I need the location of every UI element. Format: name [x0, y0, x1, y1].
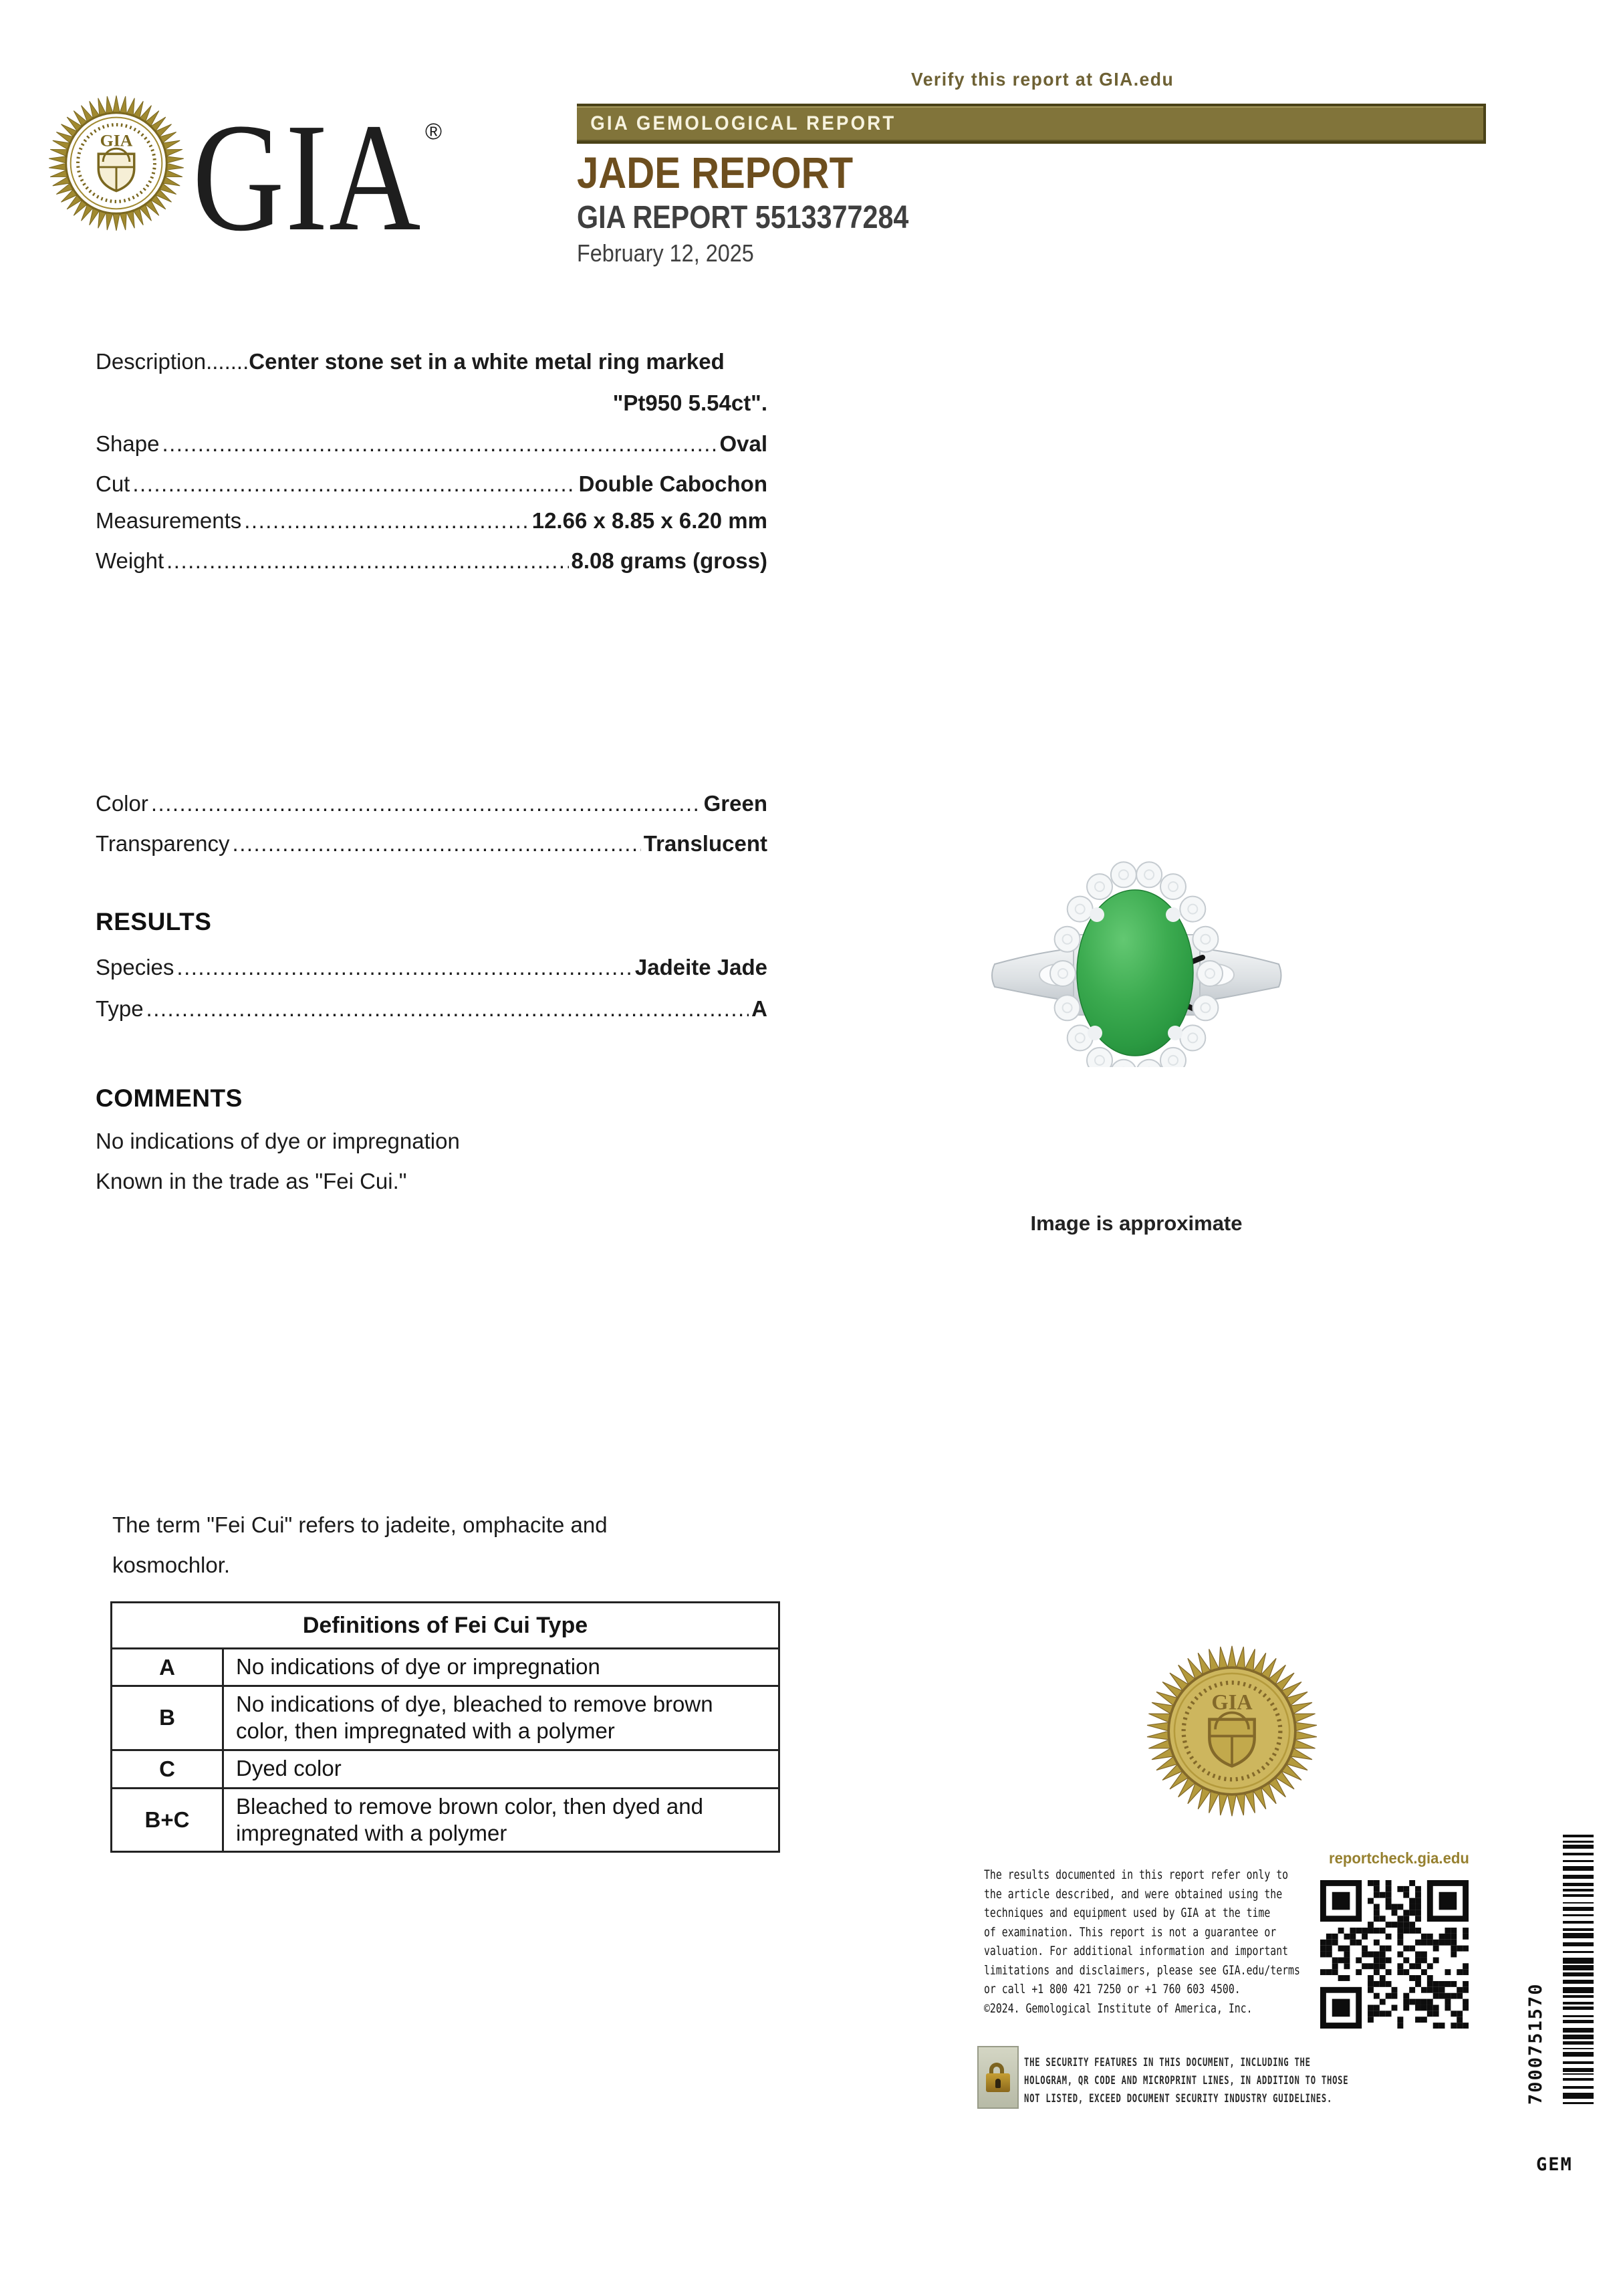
doc-code: GEM — [1536, 2154, 1573, 2175]
report-date: February 12, 2025 — [577, 239, 754, 267]
table-row — [112, 1686, 779, 1750]
leader-dots — [146, 996, 749, 1022]
color-value: Green — [703, 791, 767, 816]
fei-cui-note-line: kosmochlor. — [112, 1553, 231, 1577]
padlock-icon — [986, 2063, 1010, 2092]
svg-text:GIA: GIA — [100, 130, 133, 150]
fei-cui-definitions-table — [110, 1601, 780, 1853]
definition-cell: No indications of dye, bleached to remove brown color, then impregnated with a polymer — [223, 1686, 779, 1750]
comment-line: No indications of dye or impregnation — [96, 1129, 460, 1153]
type-cell: B — [112, 1686, 223, 1750]
type-row — [96, 996, 767, 1022]
species-row — [96, 955, 767, 980]
weight-label: Weight — [96, 548, 164, 573]
registered-trademark-icon: ® — [425, 119, 443, 144]
type-cell: B+C — [112, 1788, 223, 1852]
table-row — [112, 1788, 779, 1852]
banner-label: GIA GEMOLOGICAL REPORT — [590, 112, 896, 134]
cut-label: Cut — [96, 471, 130, 496]
report-type-banner — [577, 104, 1486, 144]
gia-gold-seal-icon — [1144, 1643, 1320, 1819]
type-label: Type — [96, 996, 144, 1021]
color-row — [96, 791, 767, 816]
type-cell: C — [112, 1750, 223, 1788]
weight-row — [96, 548, 767, 574]
type-cell: A — [112, 1649, 223, 1686]
leader-dots — [176, 955, 632, 980]
weight-value: 8.08 grams (gross) — [571, 548, 767, 573]
shape-value: Oval — [719, 431, 767, 456]
report-number: GIA REPORT 5513377284 — [577, 200, 909, 235]
definition-cell: Dyed color — [223, 1750, 779, 1788]
barcode — [1563, 1835, 1594, 2107]
species-label: Species — [96, 955, 174, 980]
results-heading: RESULTS — [96, 908, 212, 935]
leader-dots — [162, 431, 717, 457]
jade-ring-photo — [988, 840, 1285, 1067]
fei-cui-note-line: The term "Fei Cui" refers to jadeite, omphacite and — [112, 1512, 608, 1537]
svg-text:GIA: GIA — [1211, 1690, 1253, 1715]
definition-cell: Bleached to remove brown color, then dyed and impregnated with a polymer — [223, 1788, 779, 1852]
reportcheck-link[interactable]: reportcheck.gia.edu — [1329, 1849, 1469, 1867]
measurements-row — [96, 508, 767, 534]
species-value: Jadeite Jade — [634, 955, 767, 980]
description-label: Description....... — [96, 349, 249, 374]
table-row — [112, 1750, 779, 1788]
shape-label: Shape — [96, 431, 160, 456]
leader-dots — [132, 471, 576, 497]
measurements-value: 12.66 x 8.85 x 6.20 mm — [531, 508, 767, 533]
image-caption: Image is approximate — [1030, 1212, 1243, 1235]
measurements-label: Measurements — [96, 508, 242, 533]
comments-heading: COMMENTS — [96, 1084, 243, 1112]
description-value-line1: Center stone set in a white metal ring marked — [249, 349, 725, 374]
report-title: JADE REPORT — [577, 148, 854, 197]
barcode-number: 7000751570 — [1525, 1982, 1546, 2105]
leader-dots — [244, 508, 529, 534]
hologram-lock-badge — [977, 2046, 1019, 2109]
transparency-row — [96, 831, 767, 856]
description-value-line2: "Pt950 5.54ct". — [612, 390, 767, 415]
definition-cell: No indications of dye or impregnation — [223, 1649, 779, 1686]
comment-line: Known in the trade as "Fei Cui." — [96, 1169, 407, 1193]
cut-row — [96, 471, 767, 497]
security-statement: THE SECURITY FEATURES IN THIS DOCUMENT, INCLUDING THE HOLOGRAM, QR CODE AND MICROPRINT LINES, IN ADDITION TO THOSE NOT LISTED, EXCEED DOCUMENT SECURITY INDUSTRY GUIDELINES. — [1024, 2056, 1349, 2105]
description-row — [96, 349, 767, 374]
cut-value: Double Cabochon — [578, 471, 767, 496]
leader-dots — [166, 548, 568, 574]
table-row — [112, 1649, 779, 1686]
type-value: A — [751, 996, 767, 1021]
transparency-label: Transparency — [96, 831, 230, 856]
gia-logo-seal-icon — [47, 92, 186, 234]
leader-dots — [233, 831, 641, 856]
leader-dots — [151, 791, 701, 816]
color-label: Color — [96, 791, 148, 816]
qr-code[interactable] — [1320, 1880, 1469, 2029]
verify-report-link[interactable]: Verify this report at GIA.edu — [911, 69, 1174, 90]
transparency-value: Translucent — [643, 831, 767, 856]
table-title: Definitions of Fei Cui Type — [112, 1603, 779, 1649]
gia-logo-wordmark: GIA — [193, 92, 422, 263]
disclaimer-text: The results documented in this report refer only to the article described, and were obtained using the techniques and equipment used by GIA at the time of examination. This report is not a guarantee or valuation. For additional information and important limitations and disclaimers, please see GIA.edu/terms or call +1 800 421 7250 or +1 760 603 4500. ©2024. Gemological Institute of America, Inc. — [984, 1867, 1300, 2016]
shape-row — [96, 431, 767, 457]
